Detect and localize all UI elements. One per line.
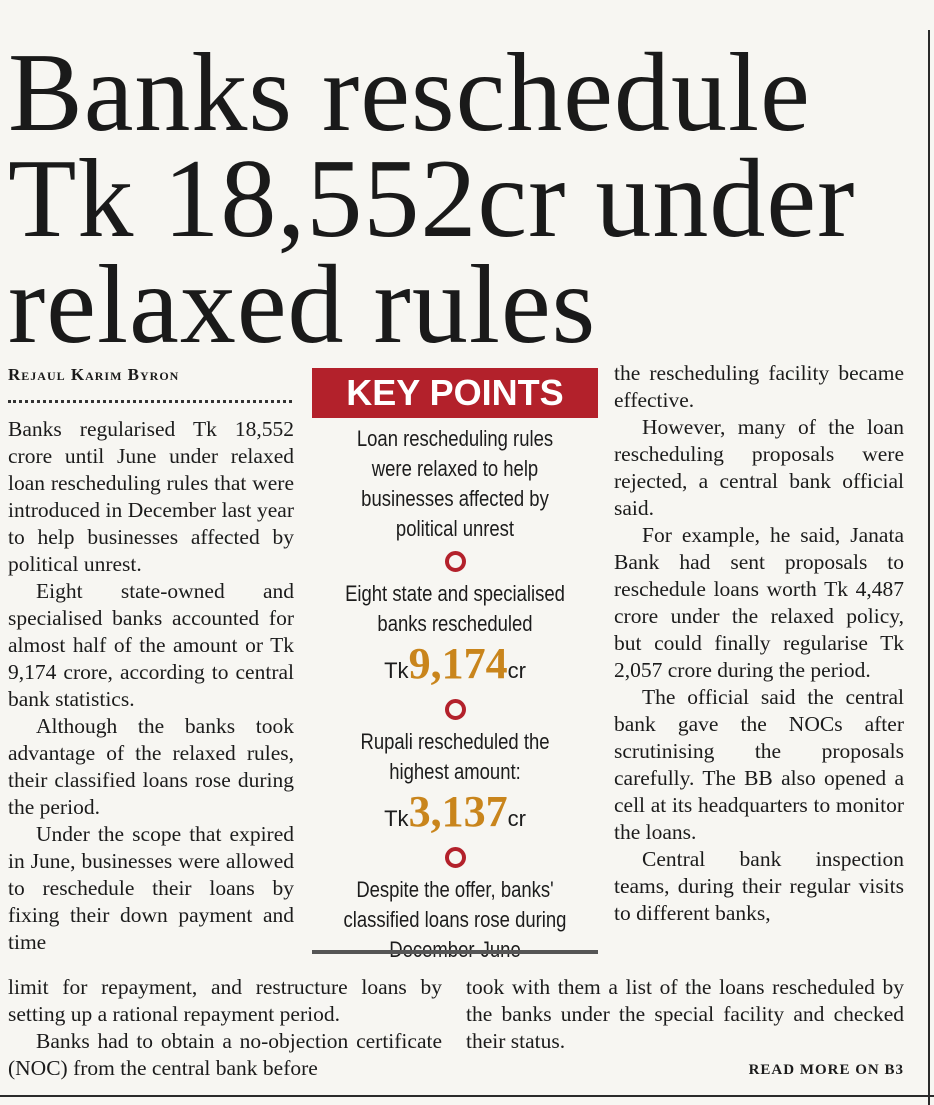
bottom-right-column [466, 974, 904, 1055]
amount-value: 3,137 [408, 787, 508, 836]
key-point-3-amount [312, 787, 598, 847]
paragraph: the rescheduling facility became effective. [614, 361, 904, 412]
bullet-ring-icon [445, 551, 466, 572]
paragraph: For example, he said, Janata Bank had sent proposals to reschedule loans worth Tk 4,487 crore under the relaxed policy, but could finally regularise Tk 2,057 crore during the period. [614, 523, 904, 682]
paragraph: Under the scope that expired in June, businesses were allowed to reschedule their loans by fixing their down payment and time [8, 822, 294, 954]
currency-prefix: Tk [384, 806, 409, 831]
read-more-link[interactable]: READ MORE ON B3 [748, 1062, 904, 1078]
paragraph: Central bank inspection teams, during their regular visits to different banks, [614, 847, 904, 925]
headline [8, 31, 918, 367]
unit-suffix: cr [507, 658, 526, 683]
paragraph: The official said the central bank gave the NOCs after scrutinising the proposals carefully. The BB also opened a cell at its headquarters to monitor the loans. [614, 685, 904, 844]
key-points-title: KEY POINTS [312, 368, 598, 418]
paragraph: However, many of the loan rescheduling proposals were rejected, a central bank official said. [614, 415, 904, 520]
bullet-ring-icon [445, 847, 466, 868]
headline-line-2: Tk 18,552cr under [8, 137, 856, 261]
unit-suffix: cr [507, 806, 526, 831]
paragraph: Banks had to obtain a no-objection certificate (NOC) from the central bank before [8, 1029, 442, 1080]
column-rule-right [928, 30, 930, 1105]
paragraph: Eight state-owned and specialised banks accounted for almost half of the amount or Tk 9,174 crore, according to central bank statistics. [8, 579, 294, 711]
headline-line-3: relaxed rules [8, 243, 597, 367]
paragraph: Although the banks took advantage of the relaxed rules, their classified loans rose during the period. [8, 714, 294, 819]
key-point-1: Loan rescheduling rules were relaxed to help businesses affected by political unrest [356, 426, 554, 541]
page-rule-bottom [0, 1095, 934, 1097]
key-point-3: Rupali rescheduled the highest amount: [360, 729, 550, 784]
currency-prefix: Tk [384, 658, 409, 683]
byline [8, 365, 179, 385]
right-column [614, 360, 904, 927]
key-point-2: Eight state and specialised banks rescheduled [345, 581, 565, 636]
byline-divider [8, 400, 292, 403]
bottom-left-column [8, 974, 442, 1082]
key-point-4: Despite the offer, banks' classified loans rose during [343, 877, 567, 932]
amount-value: 9,174 [408, 639, 508, 688]
paragraph: took with them a list of the loans rescheduled by the banks under the special facility and checked their status. [466, 975, 904, 1053]
byline-text: Rejaul Karim Byron [8, 365, 180, 384]
key-point-2-amount [312, 639, 598, 699]
bullet-ring-icon [445, 699, 466, 720]
key-points-bottom-rule [312, 950, 598, 954]
left-column [8, 416, 294, 956]
paragraph: limit for repayment, and restructure loans by setting up a rational repayment period. [8, 975, 442, 1026]
key-points-box [312, 368, 598, 954]
headline-line-1: Banks reschedule [8, 31, 811, 155]
paragraph: Banks regularised Tk 18,552 crore until June under relaxed loan rescheduling rules that were introduced in December last year to help businesses affected by political unrest. [8, 417, 294, 576]
